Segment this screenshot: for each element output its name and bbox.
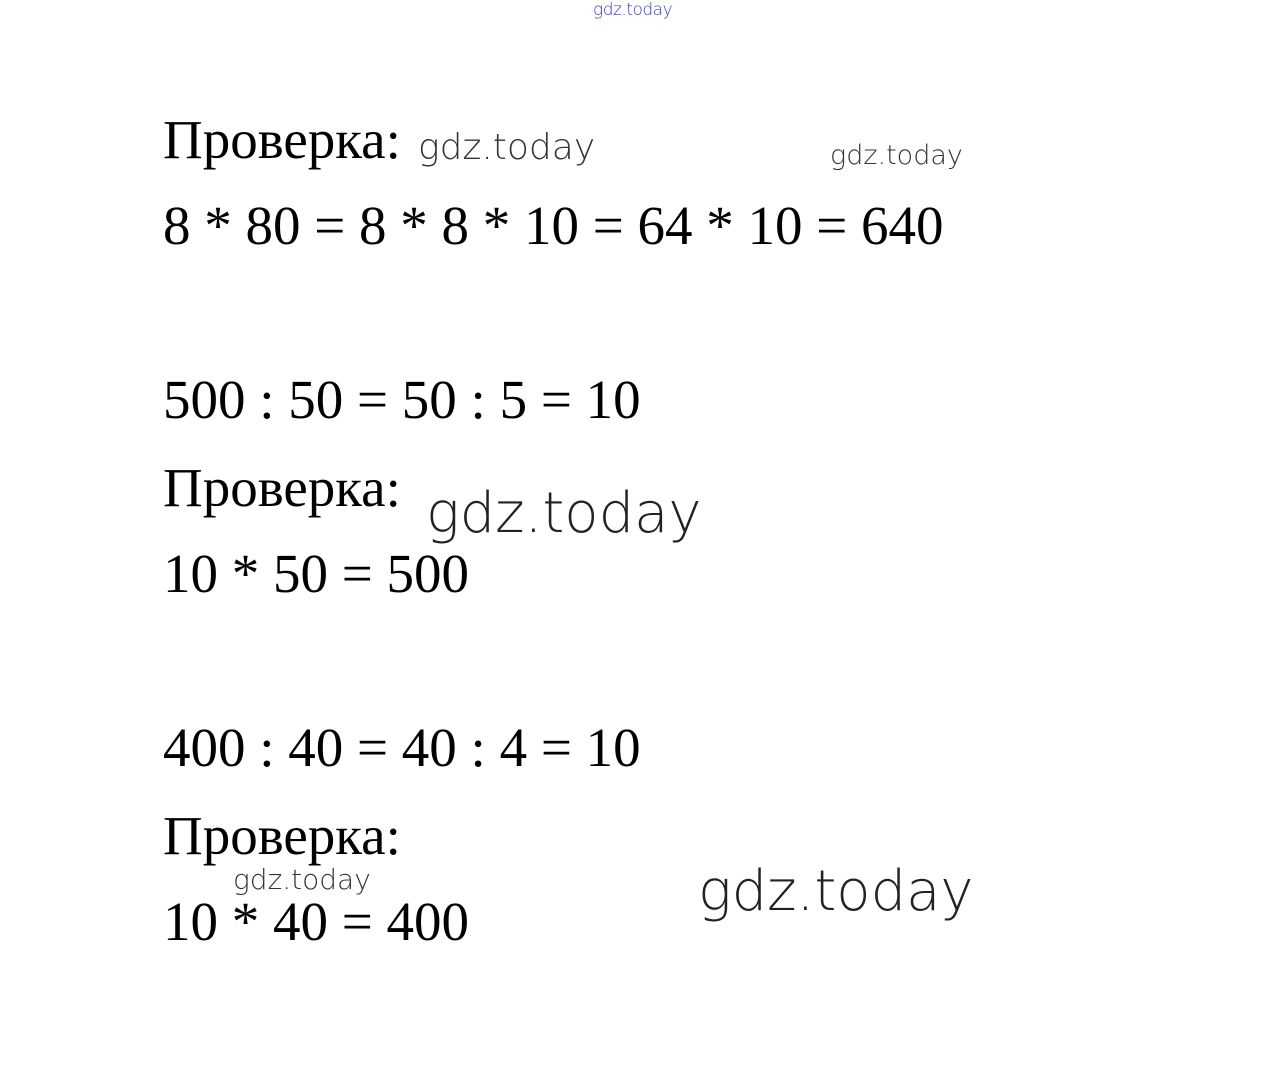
watermark: gdz.today [426,481,702,546]
watermark: gdz.today [418,127,596,168]
equation-2: 500 : 50 = 50 : 5 = 10 [163,369,641,430]
check-label-1: Проверка: [163,109,401,170]
watermark: gdz.today [830,140,963,171]
equation-check-3: 10 * 40 = 400 [163,891,470,952]
watermark: gdz.today [698,859,974,924]
watermark: gdz.today [233,863,371,896]
top-watermark: gdz.today [593,0,673,20]
equation-check-1: 8 * 80 = 8 * 8 * 10 = 64 * 10 = 640 [163,195,944,256]
check-label-3: Проверка: [163,805,401,866]
equation-3: 400 : 40 = 40 : 4 = 10 [163,717,641,778]
check-label-2: Проверка: [163,457,401,518]
equation-check-2: 10 * 50 = 500 [163,543,470,604]
